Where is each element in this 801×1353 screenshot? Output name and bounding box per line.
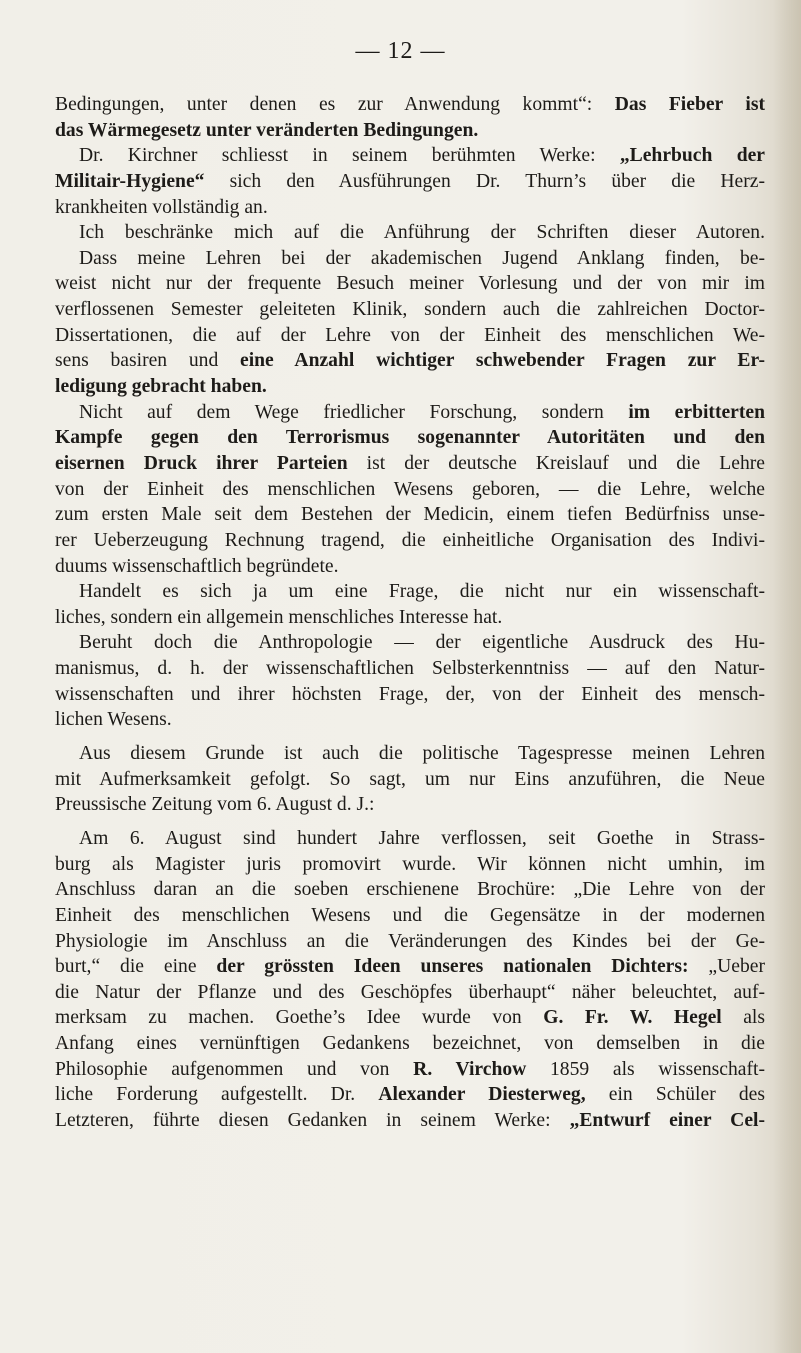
text-line: zum ersten Male seit dem Bestehen der Medicin, einem tiefen Bedürfniss unse- bbox=[55, 504, 765, 526]
bold-emphasis: ledigung gebracht haben. bbox=[55, 376, 267, 398]
bold-emphasis: „Lehrbuch der bbox=[619, 145, 765, 167]
bold-emphasis: Kampfe gegen den Terrorismus sogenannter Autoritäten und den bbox=[55, 427, 765, 449]
text-line: liches, sondern ein allgemein menschliches Interesse hat. bbox=[55, 606, 503, 628]
text-line: wissenschaften und ihrer höchsten Frage, der, von der Einheit des mensch- bbox=[55, 683, 765, 705]
text-line: lichen Wesens. bbox=[55, 709, 172, 731]
bold-emphasis: im erbitterten bbox=[628, 401, 765, 423]
text-line: eisernen Druck ihrer Parteien ist der deutsche Kreislauf und die Lehre bbox=[55, 452, 765, 474]
bold-emphasis: der grössten Ideen unseres nationalen Dichters: bbox=[216, 956, 689, 978]
bold-emphasis: Militair-Hygiene“ bbox=[55, 170, 205, 192]
text-line: die Natur der Pflanze und des Geschöpfes überhaupt“ näher beleuchtet, auf- bbox=[55, 981, 765, 1003]
text-line: Philosophie aufgenommen und von R. Virchow 1859 als wissenschaft- bbox=[55, 1058, 765, 1080]
text-line: Preussische Zeitung vom 6. August d. J.: bbox=[55, 794, 375, 816]
text-line: Physiologie im Anschluss an die Veränderungen des Kindes bei der Ge- bbox=[55, 930, 765, 952]
text-line bbox=[55, 374, 765, 400]
text-line: Dissertationen, die auf der Lehre von der Einheit des menschlichen We- bbox=[55, 324, 765, 346]
text-line: mit Aufmerksamkeit gefolgt. So sagt, um nur Eins anzuführen, die Neue bbox=[55, 768, 765, 790]
text-line: Bedingungen, unter denen es zur Anwendung kommt“: Das Fieber ist bbox=[55, 94, 765, 115]
page-edge-shadow bbox=[773, 0, 801, 1353]
text-line: weist nicht nur der frequente Besuch meiner Vorlesung und der von mir im bbox=[55, 273, 765, 295]
bold-emphasis: R. Virchow bbox=[413, 1058, 527, 1080]
text-line: von der Einheit des menschlichen Wesens geboren, — die Lehre, welche bbox=[55, 478, 765, 500]
text-line bbox=[55, 118, 765, 144]
text-line: Einheit des menschlichen Wesens und die Gegensätze in der modernen bbox=[55, 904, 765, 926]
text-line: Beruht doch die Anthropologie — der eigentliche Ausdruck des Hu- bbox=[79, 632, 765, 654]
bold-emphasis: G. Fr. W. Hegel bbox=[543, 1007, 722, 1029]
text-line: burt,“ die eine der grössten Ideen unseres nationalen Dichters: „Ueber bbox=[55, 956, 765, 978]
bold-emphasis: Alexander Diesterweg, bbox=[378, 1084, 586, 1106]
text-line: Anfang eines vernünftigen Gedankens bezeichnet, von demselben in die bbox=[55, 1033, 765, 1055]
text-line: merksam zu machen. Goethe’s Idee wurde von G. Fr. W. Hegel als bbox=[55, 1007, 765, 1029]
text-line: Anschluss daran an die soeben erschienene Brochüre: „Die Lehre von der bbox=[55, 879, 765, 901]
text-line bbox=[55, 425, 765, 451]
text-line: manismus, d. h. der wissenschaftlichen Selbsterkenntniss — auf den Natur- bbox=[55, 658, 765, 680]
bold-emphasis: eine Anzahl wichtiger schwebender Fragen zur Er- bbox=[240, 350, 765, 372]
text-line: Handelt es sich ja um eine Frage, die nicht nur ein wissenschaft- bbox=[79, 581, 765, 603]
text-line: Letzteren, führte diesen Gedanken in seinem Werke: „Entwurf einer Cel- bbox=[55, 1109, 765, 1131]
text-line: sens basiren und eine Anzahl wichtiger schwebender Fragen zur Er- bbox=[55, 350, 765, 372]
body-text bbox=[55, 92, 765, 1134]
page-number: — 12 — bbox=[355, 38, 446, 64]
text-line: verflossenen Semester geleiteten Klinik, sondern auch die zahlreichen Doctor- bbox=[55, 299, 765, 321]
text-line: Nicht auf dem Wege friedlicher Forschung, sondern im erbitterten bbox=[79, 401, 765, 423]
bold-emphasis: „Entwurf einer Cel- bbox=[569, 1109, 765, 1131]
text-line: duums wissenschaftlich begründete. bbox=[55, 555, 339, 577]
text-line: Aus diesem Grunde ist auch die politische Tagespresse meinen Lehren bbox=[79, 743, 765, 765]
text-line: liche Forderung aufgestellt. Dr. Alexander Diesterweg, ein Schüler des bbox=[55, 1084, 765, 1106]
text-line: rer Ueberzeugung Rechnung tragend, die einheitliche Organisation des Indivi- bbox=[55, 529, 765, 551]
bold-emphasis: das Wärmegesetz unter veränderten Bedingungen. bbox=[55, 119, 479, 141]
text-line: krankheiten vollständig an. bbox=[55, 196, 268, 218]
text-line: Ich beschränke mich auf die Anführung der Schriften dieser Autoren. bbox=[79, 222, 765, 244]
text-line: Militair-Hygiene“ sich den Ausführungen Dr. Thurn’s über die Herz- bbox=[55, 170, 765, 192]
bold-emphasis: eisernen Druck ihrer Parteien bbox=[55, 452, 348, 474]
text-line: Dr. Kirchner schliesst in seinem berühmten Werke: „Lehrbuch der bbox=[79, 145, 765, 167]
text-line: burg als Magister juris promovirt wurde. Wir können nicht umhin, im bbox=[55, 853, 765, 875]
text-line: Dass meine Lehren bei der akademischen Jugend Anklang finden, be- bbox=[79, 247, 765, 269]
bold-emphasis: Das Fieber ist bbox=[614, 94, 765, 115]
text-line: Am 6. August sind hundert Jahre verflossen, seit Goethe in Strass- bbox=[79, 827, 765, 849]
